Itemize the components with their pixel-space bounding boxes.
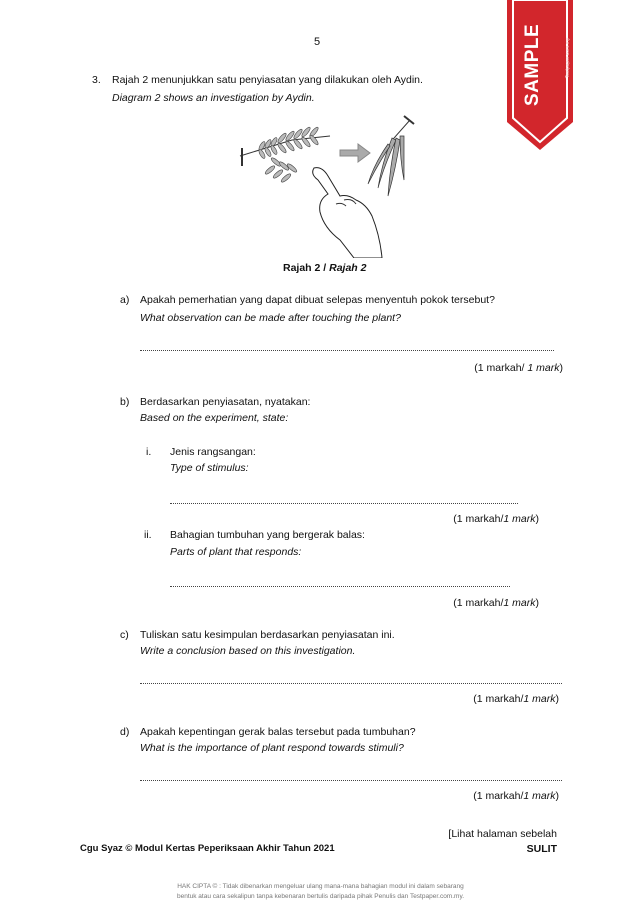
- part-b-i-answer-line[interactable]: [170, 503, 518, 504]
- question-text-en: Diagram 2 shows an investigation by Aydin.: [112, 92, 315, 104]
- part-d-text-ms: Apakah kepentingan gerak balas tersebut pada tumbuhan?: [140, 726, 416, 738]
- part-d-mark: (1 markah/1 mark): [473, 790, 559, 802]
- part-b-i-label: i.: [146, 446, 152, 458]
- part-a-text-ms: Apakah pemerhatian yang dapat dibuat selepas menyentuh pokok tersebut?: [140, 294, 495, 306]
- part-a-text-en: What observation can be made after touching the plant?: [140, 312, 401, 324]
- part-b-ii-text-en: Parts of plant that responds:: [170, 546, 302, 558]
- copyright-line-1: HAK CIPTA © : Tidak dibenarkan mengeluar ulang mana-mana bahagian modul ini dalam sebarang: [177, 883, 464, 890]
- part-d-answer-line[interactable]: [140, 780, 562, 781]
- question-number: 3.: [92, 74, 101, 86]
- credit-line: Cgu Syaz © Modul Kertas Peperiksaan Akhir Tahun 2021: [80, 843, 335, 854]
- part-c-mark: (1 markah/1 mark): [473, 693, 559, 705]
- diagram-mimosa: [232, 108, 432, 258]
- part-b-i-mark: (1 markah/1 mark): [453, 513, 539, 525]
- part-c-text-ms: Tuliskan satu kesimpulan berdasarkan penyiasatan ini.: [140, 629, 395, 641]
- copyright-line-2: bentuk atau cara sekalipun tanpa kebenaran bertulis daripada pihak Penulis dan Testpaper.com.my.: [176, 893, 465, 900]
- sample-stamp-subtext: Testpaper.com.my: [565, 37, 571, 79]
- part-b-i-text-en: Type of stimulus:: [170, 462, 249, 474]
- part-a-answer-line[interactable]: [140, 350, 554, 351]
- part-b-text-ms: Berdasarkan penyiasatan, nyatakan:: [140, 396, 311, 408]
- part-c-answer-line[interactable]: [140, 683, 562, 684]
- part-a-mark: (1 markah/ 1 mark): [474, 362, 563, 374]
- part-c-label: c): [120, 629, 129, 641]
- part-a-label: a): [120, 294, 130, 306]
- part-b-label: b): [120, 396, 130, 408]
- diagram-caption-en: Rajah 2: [329, 262, 367, 274]
- part-b-ii-answer-line[interactable]: [170, 586, 510, 587]
- sample-stamp: [505, 0, 575, 152]
- part-c-text-en: Write a conclusion based on this investigation.: [140, 645, 356, 657]
- next-page-note: [Lihat halaman sebelah: [448, 828, 557, 840]
- part-d-label: d): [120, 726, 130, 738]
- diagram-caption-ms: Rajah 2 /: [283, 262, 330, 274]
- part-b-ii-label: ii.: [144, 529, 152, 541]
- sample-stamp-text: SAMPLE: [522, 23, 543, 106]
- question-text-ms: Rajah 2 menunjukkan satu penyiasatan yang dilakukan oleh Aydin.: [112, 74, 423, 86]
- part-b-i-text-ms: Jenis rangsangan:: [170, 446, 256, 458]
- sulit-label: SULIT: [526, 843, 557, 855]
- diagram-caption: [283, 262, 366, 274]
- part-b-ii-text-ms: Bahagian tumbuhan yang bergerak balas:: [170, 529, 365, 541]
- part-b-text-en: Based on the experiment, state:: [140, 412, 289, 424]
- page-number: 5: [314, 36, 321, 48]
- part-d-text-en: What is the importance of plant respond towards stimuli?: [140, 742, 404, 754]
- part-b-ii-mark: (1 markah/1 mark): [453, 597, 539, 609]
